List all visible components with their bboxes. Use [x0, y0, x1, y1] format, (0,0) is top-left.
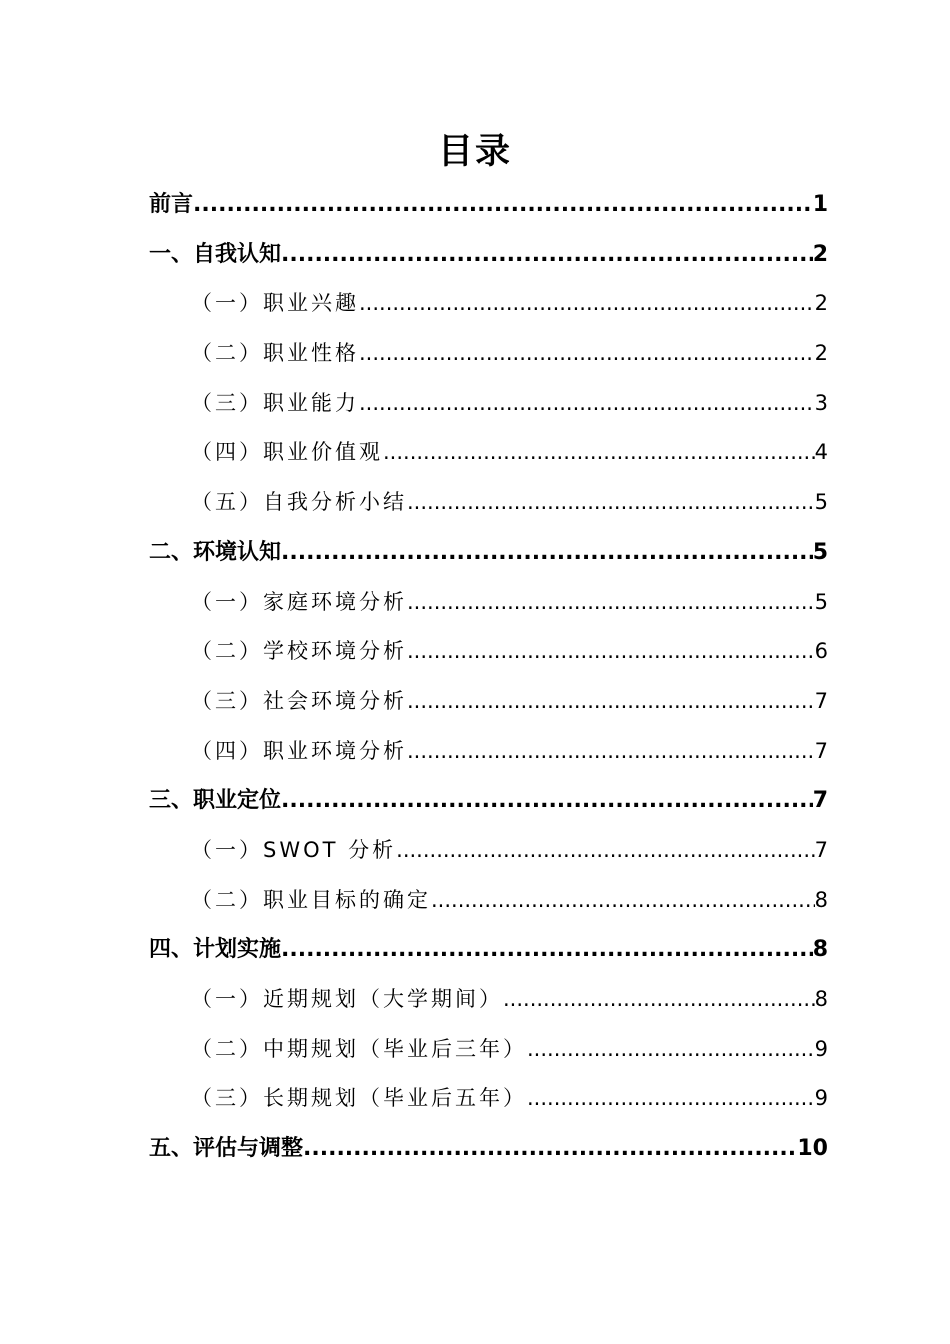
- toc-page-number: 10: [797, 1136, 828, 1162]
- toc-dot-leader: [281, 230, 813, 280]
- toc-page-number: 3: [814, 390, 828, 415]
- toc-entry-title: （一）家庭环境分析: [191, 589, 407, 614]
- toc-entry-title: 二、环境认知: [149, 539, 282, 565]
- toc-section-entry[interactable]: [149, 578, 828, 628]
- toc-dot-leader: [383, 428, 815, 478]
- toc-section-entry[interactable]: [149, 975, 828, 1025]
- toc-section-entry[interactable]: [149, 826, 828, 876]
- toc-dot-leader: [407, 677, 815, 727]
- toc-chapter-entry[interactable]: [149, 1124, 828, 1174]
- toc-entry-title: （一）职业兴趣: [191, 291, 359, 316]
- toc-page-number: 8: [812, 937, 828, 963]
- toc-chapter-entry[interactable]: [149, 776, 828, 826]
- toc-dot-leader: [527, 1074, 815, 1124]
- toc-dot-leader: [396, 826, 814, 876]
- toc-page-number: 5: [814, 490, 828, 515]
- toc-section-entry[interactable]: [149, 876, 828, 926]
- toc-page-number: 8: [814, 987, 828, 1011]
- toc-dot-leader: [527, 1025, 815, 1075]
- toc-page-number: 5: [814, 589, 828, 614]
- toc-dot-leader: [407, 727, 815, 777]
- toc-page-number: 7: [814, 688, 828, 713]
- toc-section-entry[interactable]: [149, 379, 828, 429]
- toc-dot-leader: [407, 478, 815, 528]
- page-title: 目录: [437, 132, 512, 172]
- toc-page-number: 2: [812, 241, 828, 267]
- toc-dot-leader: [281, 925, 813, 975]
- toc-section-entry[interactable]: [149, 1074, 828, 1124]
- toc-chapter-entry[interactable]: [149, 528, 828, 578]
- toc-entry-title: （三）职业能力: [191, 390, 359, 415]
- toc-page-number: 5: [812, 539, 828, 565]
- toc-section-entry[interactable]: [149, 279, 828, 329]
- toc-page-number: 7: [812, 788, 828, 814]
- toc-section-entry[interactable]: [149, 627, 828, 677]
- toc-page-number: 7: [814, 837, 828, 862]
- toc-entry-title: （三）社会环境分析: [191, 688, 407, 713]
- toc-page-number: 7: [814, 738, 828, 763]
- toc-dot-leader: [303, 1124, 797, 1174]
- toc-entry-title: （四）职业价值观: [191, 440, 383, 465]
- toc-entry-title: 三、职业定位: [149, 788, 282, 814]
- toc-page-number: 9: [814, 1036, 828, 1061]
- toc-entry-title: （一）SWOT 分析: [191, 837, 397, 862]
- toc-entry-title: 四、计划实施: [149, 937, 282, 963]
- toc-entry-title: （二）学校环境分析: [191, 639, 407, 664]
- toc-page-number: 4: [814, 440, 828, 465]
- toc-entry-title: （四）职业环境分析: [191, 738, 407, 763]
- toc-entry-title: （二）中期规划（毕业后三年）: [191, 1036, 527, 1061]
- toc-dot-leader: [407, 578, 815, 628]
- toc-chapter-entry[interactable]: [149, 180, 828, 230]
- toc-entry-title: （五）自我分析小结: [191, 490, 407, 515]
- toc-section-entry[interactable]: [149, 677, 828, 727]
- toc-chapter-entry[interactable]: [149, 925, 828, 975]
- toc-dot-leader: [359, 279, 815, 329]
- toc-page-number: 2: [814, 291, 828, 316]
- toc-dot-leader: [431, 876, 815, 926]
- toc-dot-leader: [407, 627, 815, 677]
- toc-entry-title: 一、自我认知: [149, 241, 282, 267]
- toc-entry-title: （二）职业目标的确定: [191, 887, 431, 912]
- table-of-contents: [149, 180, 828, 1174]
- toc-dot-leader: [503, 975, 815, 1025]
- toc-dot-leader: [193, 180, 813, 230]
- toc-section-entry[interactable]: [149, 478, 828, 528]
- toc-page-number: 2: [814, 341, 828, 366]
- toc-dot-leader: [359, 379, 815, 429]
- toc-entry-title: 五、评估与调整: [149, 1136, 304, 1162]
- toc-section-entry[interactable]: [149, 1025, 828, 1075]
- toc-entry-title: （一）近期规划（大学期间）: [191, 987, 503, 1011]
- toc-dot-leader: [281, 528, 813, 578]
- toc-entry-title: （三）长期规划（毕业后五年）: [191, 1086, 527, 1111]
- toc-dot-leader: [281, 776, 813, 826]
- toc-page-number: 8: [814, 887, 828, 912]
- toc-page-number: 9: [814, 1086, 828, 1111]
- toc-dot-leader: [359, 329, 815, 379]
- toc-section-entry[interactable]: [149, 428, 828, 478]
- toc-entry-title: 前言: [149, 192, 194, 217]
- toc-section-entry[interactable]: [149, 727, 828, 777]
- toc-entry-title: （二）职业性格: [191, 341, 359, 366]
- toc-chapter-entry[interactable]: [149, 230, 828, 280]
- toc-section-entry[interactable]: [149, 329, 828, 379]
- toc-page-number: 1: [812, 192, 828, 217]
- toc-page-number: 6: [814, 639, 828, 664]
